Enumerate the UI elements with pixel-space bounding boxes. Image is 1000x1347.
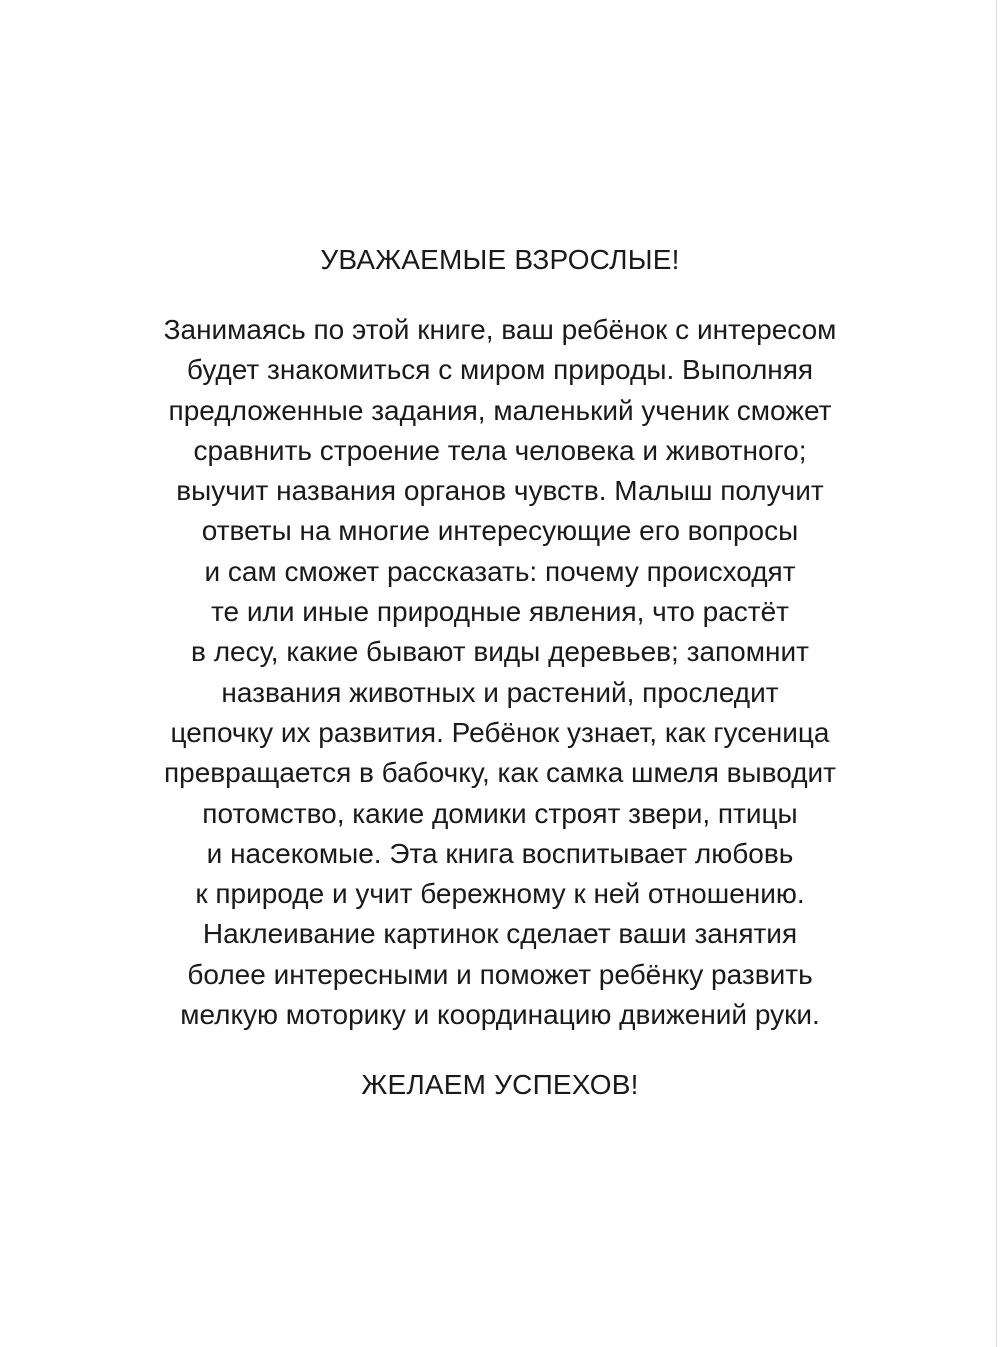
body-line: цепочку их развития. Ребёнок узнает, как гусеница [170, 716, 830, 748]
body-line: выучит названия органов чувств. Малыш получит [176, 475, 824, 507]
body-line: ответы на многие интересующие его вопросы [201, 515, 799, 547]
body-line: будет знакомиться с миром природы. Выполняя [186, 354, 814, 386]
body-line: сравнить строение тела человека и животного; [193, 434, 807, 466]
body-line: в лесу, какие бывают виды деревьев; запомнит [191, 636, 809, 668]
body-line: те или иные природные явления, что растёт [211, 596, 789, 628]
body-line: более интересными и поможет ребёнку развить [187, 958, 813, 990]
page-edge-line [996, 0, 997, 1347]
body-line: Наклеивание картинок сделает ваши занятия [202, 918, 798, 950]
closing-greeting: ЖЕЛАЕМ УСПЕХОВ! [361, 1069, 639, 1101]
body-line: предложенные задания, маленький ученик сможет [168, 394, 832, 426]
body-line: потомство, какие домики строят звери, птицы [202, 797, 798, 829]
body-line: мелкую моторику и координацию движений руки. [180, 999, 820, 1031]
body-line: Занимаясь по этой книге, ваш ребёнок с интересом [163, 314, 837, 345]
body-line: к природе и учит бережному к ней отношению. [195, 878, 805, 910]
document-content [100, 240, 900, 1129]
body-line: и насекомые. Эта книга воспитывает любовь [206, 837, 794, 869]
body-paragraph [100, 310, 900, 1035]
body-line: превращается в бабочку, как самка шмеля выводит [163, 757, 836, 789]
page-heading: УВАЖАЕМЫЕ ВЗРОСЛЫЕ! [320, 244, 680, 275]
body-line: названия животных и растений, проследит [221, 676, 779, 708]
body-line: и сам сможет рассказать: почему происходят [204, 555, 796, 587]
